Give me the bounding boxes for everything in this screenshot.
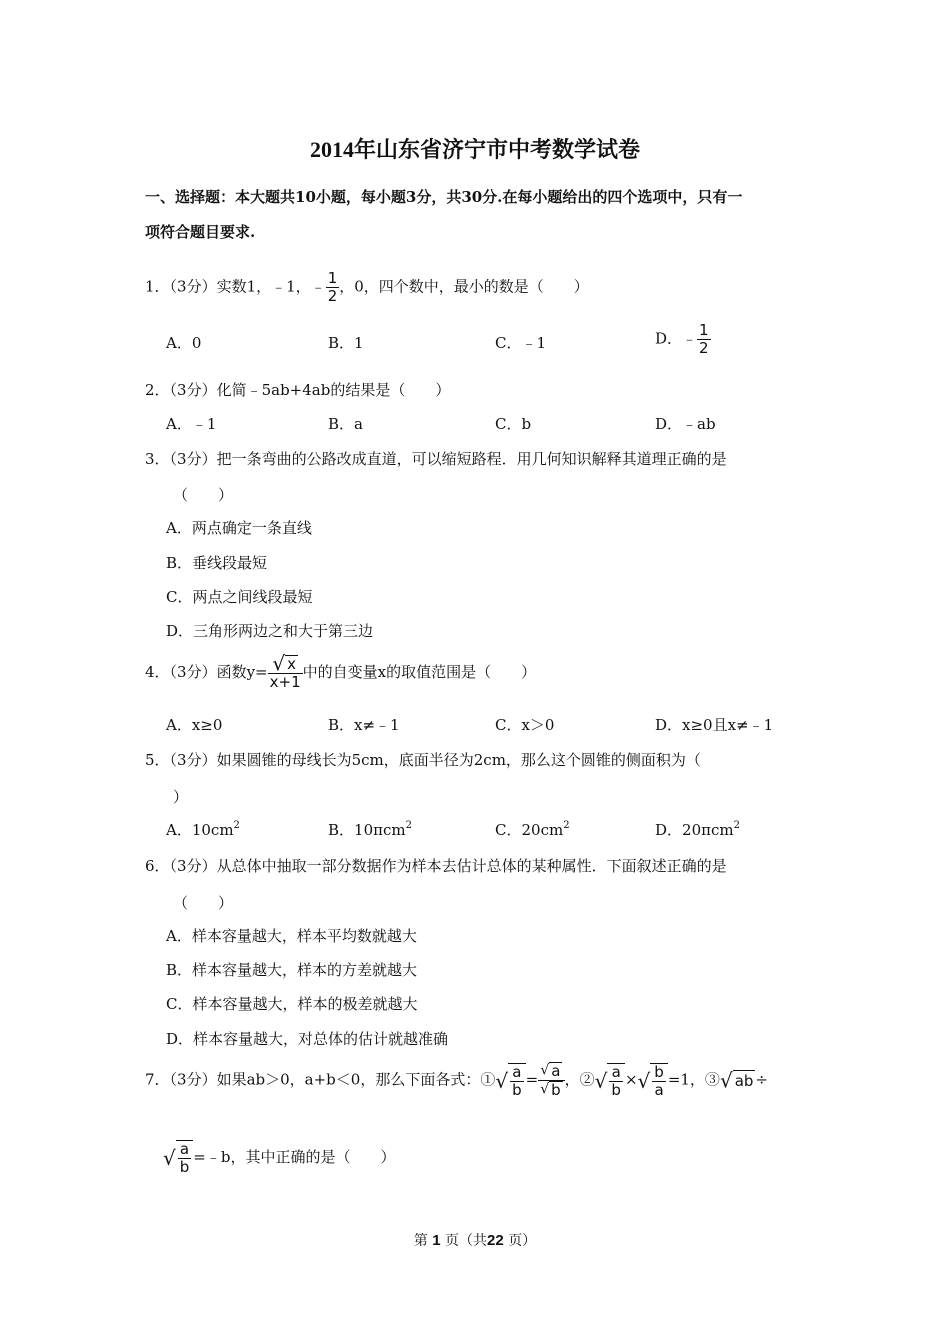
fraction-denominator: 2 <box>327 287 338 305</box>
radicand <box>607 1063 625 1099</box>
fraction-numerator: 1 <box>699 321 709 339</box>
question-1-post: ，0，四个数中，最小的数是（ ） <box>339 277 589 296</box>
footer-pre: 第 <box>413 1233 428 1249</box>
q5-option-b <box>328 820 412 840</box>
radical-sign-icon: √ <box>495 1068 509 1093</box>
fraction-numerator: a <box>178 1141 192 1159</box>
fraction-denominator: b <box>611 1080 621 1099</box>
exponent: 2 <box>405 820 412 831</box>
sqrt-a-over-b <box>595 1063 625 1099</box>
fraction-numerator: 1 <box>327 269 338 287</box>
q2-option-b: B．a <box>328 415 363 433</box>
fraction-numerator: a <box>609 1064 623 1082</box>
radicand <box>508 1063 526 1099</box>
radical-sign-icon: √ <box>540 1062 550 1079</box>
fraction <box>652 1064 666 1099</box>
radicand: x <box>287 655 296 673</box>
square-root <box>540 1081 562 1099</box>
fraction-one-half <box>697 322 711 357</box>
q6-option-d: D．样本容量越大，对总体的估计就越准确 <box>166 1030 449 1048</box>
radical-sign-icon: √ <box>163 1146 176 1170</box>
square-root <box>272 651 298 676</box>
radicand <box>650 1063 668 1099</box>
q5-option-a <box>166 820 240 840</box>
question-1 <box>145 270 810 305</box>
radicand <box>176 1140 194 1176</box>
fraction <box>510 1064 524 1099</box>
exponent: 2 <box>733 820 740 831</box>
question-5-line1: 5．（3分）如果圆锥的母线长为5cm，底面半径为2cm，那么这个圆锥的侧面积为（ <box>145 751 701 769</box>
q1-option-a: A．0 <box>166 334 202 352</box>
fraction <box>609 1064 623 1099</box>
divide-sign: ÷ <box>755 1070 768 1089</box>
page-number: 1 <box>432 1232 441 1249</box>
q3-option-d: D．三角形两边之和大于第三边 <box>166 622 374 640</box>
q6-option-b: B．样本容量越大，样本的方差就越大 <box>166 961 418 979</box>
fraction-denominator: b <box>179 1158 190 1176</box>
footer-post: 页） <box>508 1233 537 1249</box>
square-root <box>540 1062 562 1080</box>
question-4 <box>145 651 810 691</box>
q4-option-b: B．x≠﹣1 <box>328 716 400 734</box>
q4-option-d: D．x≥0且x≠﹣1 <box>655 716 774 734</box>
page-footer <box>0 1230 950 1250</box>
fraction-denominator <box>538 1081 564 1099</box>
q5-option-c-label: C．20cm <box>495 821 564 839</box>
fraction-numerator <box>538 1062 564 1081</box>
q2-option-c: C．b <box>495 415 532 433</box>
q4-option-c: C．x＞0 <box>495 716 555 734</box>
question-7-pre: 7．（3分）如果ab＞0，a+b＜0，那么下面各式：① <box>145 1070 496 1089</box>
question-6-line2: （ ） <box>173 894 234 912</box>
q2-option-a: A．﹣1 <box>166 415 217 433</box>
q5-option-b-label: B．10πcm <box>328 821 406 839</box>
question-7-sep2: ，② <box>564 1070 595 1089</box>
q3-option-c: C．两点之间线段最短 <box>166 588 313 606</box>
question-7-sep4: =1，③ <box>667 1070 720 1089</box>
q5-option-a-label: A．10cm <box>166 821 234 839</box>
fraction-denominator: x+1 <box>269 673 301 691</box>
sqrt-a-over-b <box>495 1063 525 1099</box>
q5-option-d-label: D．20πcm <box>655 821 734 839</box>
section-heading <box>145 180 810 250</box>
fraction <box>178 1141 192 1176</box>
fraction-one-half <box>326 270 340 305</box>
function-fraction <box>268 651 303 691</box>
q6-option-a: A．样本容量越大，样本平均数就越大 <box>166 927 417 945</box>
radicand: ab <box>734 1072 754 1090</box>
q2-option-d: D．﹣ab <box>655 415 716 433</box>
radicand: b <box>551 1081 561 1099</box>
radical-sign-icon: √ <box>594 1068 608 1093</box>
q3-option-b: B．垂线段最短 <box>166 554 268 572</box>
question-3-line1: 3．（3分）把一条弯曲的公路改成直道，可以缩短路程．用几何知识解释其道理正确的是 <box>145 450 727 468</box>
sqrt-a-over-b <box>163 1140 193 1176</box>
fraction-numerator <box>268 651 303 676</box>
radical-sign-icon: √ <box>540 1081 550 1098</box>
question-5-line2: ） <box>173 788 189 806</box>
question-4-pre: 4．（3分）函数y= <box>145 663 268 681</box>
footer-mid: 页（共 <box>445 1233 488 1249</box>
question-7-line2 <box>163 1140 828 1176</box>
q3-option-a: A．两点确定一条直线 <box>166 519 312 537</box>
page-title: 2014年山东省济宁市中考数学试卷 <box>309 137 640 162</box>
question-3-line2: （ ） <box>173 486 234 504</box>
section-heading-line2: 项符合题目要求. <box>145 223 256 241</box>
radical-sign-icon: √ <box>637 1068 651 1093</box>
question-2: 2．（3分）化简﹣5ab+4ab的结果是（ ） <box>145 381 451 399</box>
q1-option-d-label: D．﹣ <box>655 329 698 348</box>
q4-option-a: A．x≥0 <box>166 716 223 734</box>
q5-option-d <box>655 820 740 840</box>
question-4-post: 中的自变量x的取值范围是（ ） <box>302 663 537 681</box>
times-sign: × <box>624 1070 638 1089</box>
exponent: 2 <box>233 820 240 831</box>
fraction-numerator: a <box>510 1064 524 1082</box>
equals-sign: = <box>525 1070 539 1089</box>
q5-option-c <box>495 820 570 840</box>
sqrt-b-over-a <box>638 1063 668 1099</box>
question-7-line1 <box>145 1062 810 1099</box>
q1-option-c: C．﹣1 <box>495 334 547 352</box>
radical-sign-icon: √ <box>272 651 286 676</box>
sqrt-fraction <box>538 1062 564 1099</box>
fraction-numerator: b <box>654 1062 664 1081</box>
section-heading-line1: 一、选择题：本大题共10小题，每小题3分，共30分.在每小题给出的四个选项中，只有一 <box>145 188 743 206</box>
exponent: 2 <box>563 820 570 831</box>
q6-option-c: C．样本容量越大，样本的极差就越大 <box>166 995 418 1013</box>
radicand: a <box>551 1062 561 1080</box>
question-7-post: =﹣b，其中正确的是（ ） <box>193 1148 396 1166</box>
q1-option-d <box>655 322 711 357</box>
question-6-line1: 6．（3分）从总体中抽取一部分数据作为样本去估计总体的某种属性．下面叙述正确的是 <box>145 857 727 875</box>
radical-sign-icon: √ <box>719 1068 733 1093</box>
sqrt-ab <box>720 1070 755 1091</box>
fraction-denominator: a <box>654 1080 664 1099</box>
total-pages: 22 <box>487 1232 504 1249</box>
fraction-denominator: 2 <box>699 339 709 357</box>
question-1-pre: 1．（3分）实数1，﹣1，﹣ <box>145 277 326 296</box>
fraction-denominator: b <box>512 1080 522 1099</box>
q1-option-b: B．1 <box>328 334 364 352</box>
